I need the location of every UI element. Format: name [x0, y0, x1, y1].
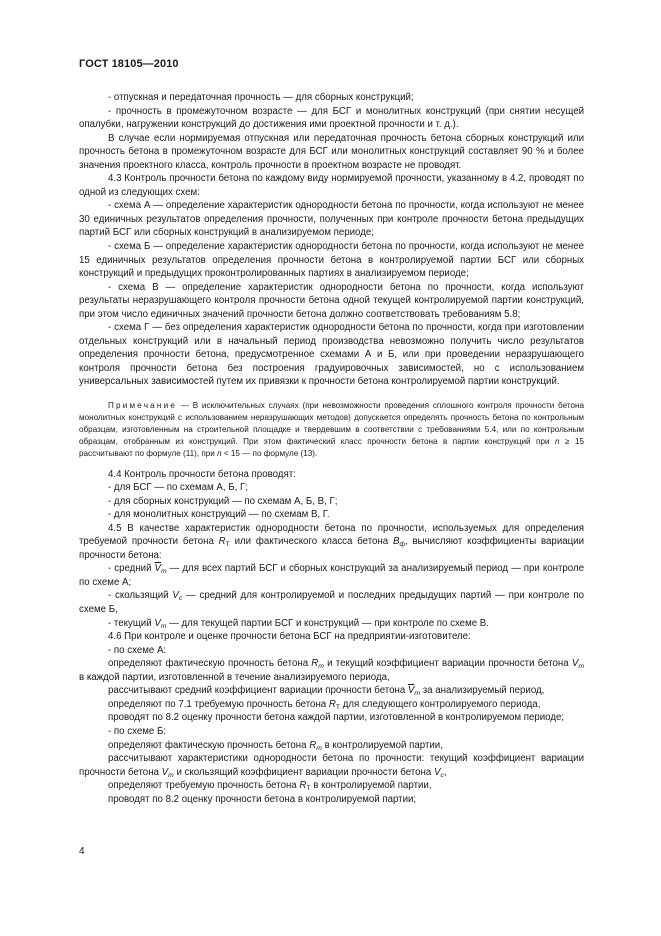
paragraph: В случае если нормируемая отпускная или передаточная прочность бетона сборных конструкций или прочность бетона в промежуточном возрасте для БСГ или монолитных конструкций составляет 90 % и более значения проектного класса, контроль прочности в проектном возрасте не проводят.: [79, 132, 584, 171]
document-header: ГОСТ 18105—2010: [79, 58, 179, 70]
section-4-5-intro: 4.5 В качестве характеристик однородности бетона по прочности, используемых для определения требуемой прочности бетона $R_Т$ или фактического класса бетона $B_ф$, вычисляют коэффициенты вариации прочности бетона:: [79, 522, 584, 561]
paragraph: - прочность в промежуточном возрасте — для БСГ и монолитных конструкций (при снятии несущей опалубки, нагружении конструкций до достижения ими проектной прочности и т. д.).: [79, 105, 584, 131]
note: Примечание — В исключительных случаях (при невозможности проведения сплошного контроля прочности бетона монолитных конструкций с использованием неразрушающих методов) допускается определять прочность бетона по контрольным образцам, изготовленным на строительной площадке и твердевшим в соответствии с требованиями 5.4, или по контрольным образцам, отобранным из конструкций. При этом фактический класс прочности бетона в партии конструкций при n ≥ 15 рассчитывают по формуле (11), при n < 15 — по формуле (13).: [79, 401, 584, 458]
document-body: [79, 91, 584, 806]
list-item: - скользящий $V_c$ — средний для контролируемой и последних предыдущих партий — при контроле по схеме Б,: [79, 590, 584, 616]
list-item: - для монолитных конструкций — по схемам В, Г.: [108, 509, 330, 521]
paragraph: определяют фактическую прочность бетона $R_m$ и текущий коэффициент вариации прочности бетона $V_m$ в каждой партии, изготовленной в течение анализируемого периода,: [79, 658, 585, 683]
paragraph: определяют по 7.1 требуемую прочность бетона $R_Т$ для следующего контролируемого периода,: [108, 698, 541, 711]
section-4-4-title: 4.4 Контроль прочности бетона проводят:: [108, 468, 296, 480]
list-item: - средний $\overline{V}_m$ — для всех партий БСГ и сборных конструкций за анализируемый период — при контроле по схеме А;: [79, 563, 584, 588]
note-label: Примечание: [108, 401, 178, 411]
paragraph: - схема В — определение характеристик однородности бетона по прочности, когда используют результаты неразрушающего контроля прочности бетона одной текущей контролируемой партии конструкций, при этом число единичных значений прочности бетона должно соответствовать требованиям 5.8;: [79, 281, 584, 320]
paragraph: - схема Б — определение характеристик однородности бетона по прочности, когда используют не менее 15 единичных результатов определения прочности бетона в контролируемой партии БСГ или сборных конструкций и предыдущих проконтролированных партиях в анализируемом периоде;: [79, 241, 584, 280]
list-item: - по схеме А:: [108, 644, 167, 656]
paragraph: рассчитывают характеристики однородности бетона по прочности: текущий коэффициент вариации прочности бетона $V_m$ и скользящий коэффициент вариации прочности бетона $V_c$,: [79, 753, 584, 779]
list-item: - для БСГ — по схемам А, Б, Г;: [108, 482, 248, 494]
paragraph: рассчитывают средний коэффициент вариации прочности бетона $\overline{V}_m$ за анализируемый период,: [108, 685, 545, 698]
paragraph: определяют требуемую прочность бетона $R_Т$ в контролируемой партии,: [108, 780, 432, 793]
paragraph: - схема Г — без определения характеристик однородности бетона по прочности, когда при изготовлении отдельных конструкций или в начальный период производства невозможно получить число результатов определения прочности бетона, предусмотренное схемами А и Б, или при проведении неразрушающего контроля прочности бетона без построения градуировочных зависимостей, но с использованием универсальных зависимостей путем их привязки к прочности бетона контролируемой партии конструкций.: [79, 322, 584, 388]
page-number: 4: [79, 846, 85, 857]
list-item: - для сборных конструкций — по схемам А, Б, В, Г;: [108, 495, 338, 507]
paragraph: определяют фактическую прочность бетона $R_m$ в контролируемой партии,: [108, 739, 443, 752]
list-item: - по схеме Б:: [108, 725, 166, 737]
paragraph: - отпускная и передаточная прочность — для сборных конструкций;: [108, 92, 414, 103]
paragraph: проводят по 8.2 оценку прочности бетона в контролируемой партии;: [108, 793, 417, 805]
paragraph: 4.3 Контроль прочности бетона по каждому виду нормируемой прочности, указанному в 4.2, проводят по одной из следующих схем:: [79, 173, 584, 198]
paragraph: проводят по 8.2 оценку прочности бетона каждой партии, изготовленной в контролируемом периоде;: [108, 712, 565, 724]
paragraph: - схема А — определение характеристик однородности бетона по прочности, когда используют не менее 30 единичных результатов определения прочности, полученных при контроле прочности бетона предыдущих партий БСГ или сборных конструкций в анализируемом периоде;: [79, 200, 584, 239]
section-4-6-title: 4.6 При контроле и оценке прочности бетона БСГ на предприятии-изготовителе:: [108, 631, 471, 643]
list-item: - текущий $V_m$ — для текущей партии БСГ и конструкций — при контроле по схеме В.: [108, 617, 489, 630]
